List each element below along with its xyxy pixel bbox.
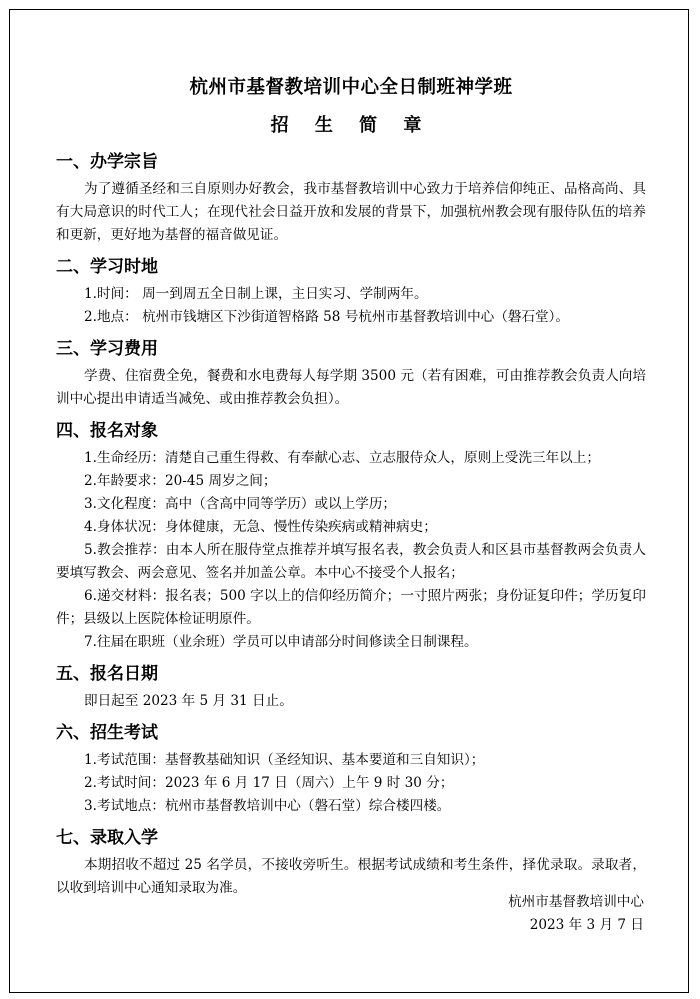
section-heading: 三、学习费用 xyxy=(56,339,158,359)
list-item: 1.生命经历：清楚自己重生得救、有奉献心志、立志服侍众人，原则上受洗三年以上； xyxy=(84,450,600,466)
section-exam xyxy=(56,721,646,818)
section-heading: 六、招生考试 xyxy=(56,723,158,743)
list-item: 1.时间： 周一到周五全日制上课，主日实习、学制两年。 xyxy=(84,286,428,302)
list-item: 5.教会推荐：由本人所在服侍堂点推荐并填写报名表，教会负责人和区县市基督教两会负责人要填写教会、两会意见、签名并加盖公章。本中心不接受个人报名； xyxy=(56,542,646,581)
list-item: 7.往届在职班（业余班）学员可以申请部分时间修读全日制课程。 xyxy=(84,634,478,650)
document-subtitle: 招 生 简 章 xyxy=(270,115,432,136)
section-heading: 一、办学宗旨 xyxy=(56,152,158,172)
section-fees xyxy=(56,337,646,411)
signature-organization: 杭州市基督教培训中心 xyxy=(508,894,644,910)
section-heading: 四、报名对象 xyxy=(56,421,158,441)
section-heading: 五、报名日期 xyxy=(56,664,158,684)
signature-block xyxy=(508,891,644,937)
list-item: 3.文化程度：高中（含高中同等学历）或以上学历； xyxy=(84,496,397,512)
document-title: 杭州市基督教培训中心全日制班神学班 xyxy=(189,77,513,98)
list-item: 3.考试地点：杭州市基督教培训中心（磐石堂）综合楼四楼。 xyxy=(84,798,451,814)
signature-date: 2023 年 3 月 7 日 xyxy=(529,917,644,933)
paragraph: 学费、住宿费全免，餐费和水电费每人每学期 3500 元（若有困难，可由推荐教会负责人向培训中心提出申请适当减免、或由推荐教会负担）。 xyxy=(56,368,646,407)
section-admission xyxy=(56,826,646,900)
section-registration-date xyxy=(56,662,646,713)
paragraph: 为了遵循圣经和三自原则办好教会，我市基督教培训中心致力于培养信仰纯正、品格高尚、具有大局意识的时代工人；在现代社会日益开放和发展的背景下，加强杭州教会现有服侍队伍的培养和更新，更好地为基督的福音做见证。 xyxy=(56,181,646,243)
section-time-place xyxy=(56,255,646,329)
document-content xyxy=(56,74,646,900)
list-item: 6.递交材料：报名表；500 字以上的信仰经历简介；一寸照片两张；身份证复印件；学历复印件；县级以上医院体检证明原件。 xyxy=(56,588,646,627)
paragraph: 即日起至 2023 年 5 月 31 日止。 xyxy=(84,693,293,709)
section-heading: 七、录取入学 xyxy=(56,828,158,848)
list-item: 2.地点： 杭州市钱塘区下沙街道智格路 58 号杭州市基督教培训中心（磐石堂）。 xyxy=(84,309,570,325)
list-item: 2.年龄要求：20-45 周岁之间； xyxy=(84,473,277,489)
list-item: 4.身体状况：身体健康，无急、慢性传染疾病或精神病史； xyxy=(84,519,437,535)
paragraph: 本期招收不超过 25 名学员，不接收旁听生。根据考试成绩和考生条件，择优录取。录取者，以收到培训中心通知录取为准。 xyxy=(56,857,646,896)
list-item: 1.考试范围：基督教基础知识（圣经知识、基本要道和三自知识）； xyxy=(84,752,485,768)
section-purpose xyxy=(56,150,646,247)
list-item: 2.考试时间：2023 年 6 月 17 日（周六）上午 9 时 30 分； xyxy=(84,775,454,791)
section-heading: 二、学习时地 xyxy=(56,257,158,277)
section-eligibility xyxy=(56,419,646,654)
